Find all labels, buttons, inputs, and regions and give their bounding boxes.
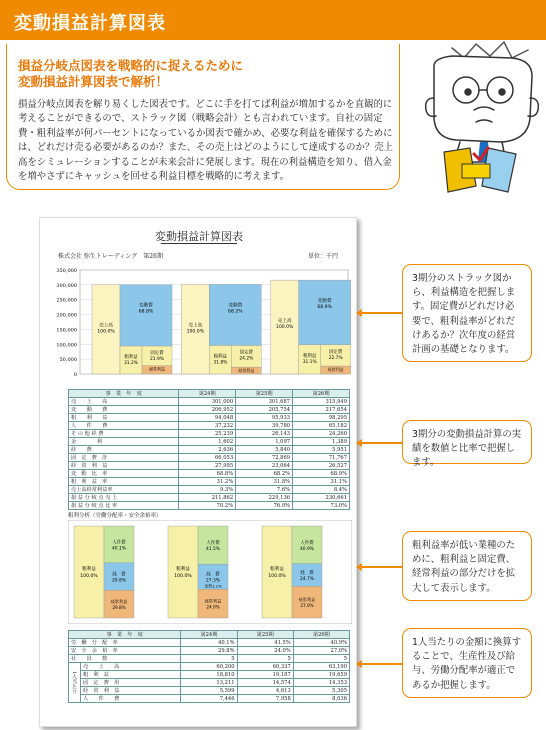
callout-results: 3期分の変動損益計算の実績を数値と比率で把握します。 bbox=[402, 420, 532, 464]
gross-bar bbox=[262, 526, 292, 618]
intro-subhead bbox=[18, 58, 243, 90]
table-row bbox=[69, 679, 350, 687]
ordinary-pct-label: 27.0% bbox=[300, 603, 314, 609]
value-cell: 217,654 bbox=[293, 406, 350, 414]
row-label-cell: 粗 利 益 bbox=[69, 414, 179, 422]
table-row bbox=[69, 639, 350, 647]
value-cell: 301,000 bbox=[179, 398, 236, 406]
mascot-illustration bbox=[404, 36, 544, 201]
variable-pct-label: 68.8% bbox=[138, 309, 154, 315]
gross-bar bbox=[168, 526, 198, 618]
expense-pct-label: 29.8% bbox=[112, 578, 126, 584]
row-label-cell: 固 定 費 用 bbox=[81, 679, 181, 687]
sales-pct-label: 100.0% bbox=[97, 329, 115, 335]
value-cell: 7,446 bbox=[181, 695, 237, 703]
variable-bar bbox=[120, 285, 172, 346]
value-cell: 23,064 bbox=[236, 462, 293, 470]
sales-label: 売上高 bbox=[188, 323, 203, 329]
personnel-pct-label: 41.5% bbox=[206, 547, 220, 553]
table-row bbox=[69, 647, 350, 655]
table-row bbox=[69, 446, 350, 454]
personnel-pct-label: 40.1% bbox=[112, 546, 126, 552]
y-tick-label: 300,000 bbox=[56, 282, 77, 289]
gross-pct-label: 100.0% bbox=[268, 574, 286, 579]
row-label-cell: 粗 利 益 bbox=[81, 671, 181, 679]
row-label-cell: 粗 利 益 率 bbox=[69, 478, 179, 486]
value-cell: 29.8% bbox=[181, 647, 237, 655]
sales-label: 売上高 bbox=[277, 319, 292, 325]
table-row bbox=[69, 695, 350, 703]
table-header-cell: 第25期 bbox=[237, 631, 293, 639]
ordinary-label: 経常利益 bbox=[204, 598, 222, 604]
gross-label: 粗利益 bbox=[124, 355, 138, 361]
fixed-pct-label: 22.7% bbox=[328, 355, 343, 361]
ordinary-label: 経常利益 bbox=[149, 366, 165, 372]
strack-chart bbox=[44, 264, 354, 382]
value-cell: 60,200 bbox=[181, 663, 237, 671]
value-cell: 25,239 bbox=[179, 430, 236, 438]
value-cell: 37,232 bbox=[179, 422, 236, 430]
variable-label: 変動費 bbox=[139, 303, 153, 309]
sales-pct-label: 100.0% bbox=[275, 325, 294, 331]
value-cell: 73.0% bbox=[293, 502, 350, 510]
y-tick-label: 250,000 bbox=[56, 297, 77, 304]
gross-analysis-chart bbox=[68, 520, 352, 624]
value-cell: 60,337 bbox=[237, 663, 293, 671]
row-label-cell: 変 動 費 bbox=[69, 406, 179, 414]
value-cell: 19,187 bbox=[237, 671, 293, 679]
table-header-cell: 事 業 年 度 bbox=[69, 631, 181, 639]
row-label-cell: 経 費 bbox=[69, 446, 179, 454]
table-row bbox=[69, 398, 350, 406]
callout-results-arrow bbox=[362, 442, 402, 444]
expense-label: 経 費 bbox=[206, 572, 220, 578]
table-row bbox=[69, 671, 350, 679]
value-cell: 5,305 bbox=[293, 687, 349, 695]
row-label-cell: 人 件 費 bbox=[81, 695, 181, 703]
gross-label: 粗利益 bbox=[176, 567, 190, 572]
intro-body: 損益分岐点図表を解り易くした図表です。どこに手を打てば利益が増加するかを直観的に考えることができるので、ストラック図（戦略会計）とも言われています。自社の固定費・粗利益率が何パーセントになっているか図表で確かめ、必要な利益を確保するためには、どれだけ売る必要があるのか？また、その売上はどのようにして達成するのか？売上高をシミュレーションすることが未来会計に発展します。現在の利益構造を知り、借入金を増やさずにキャッシュを回せる利益目標を戦略的に考えます。 bbox=[18, 99, 394, 183]
value-cell: 206,952 bbox=[179, 406, 236, 414]
value-cell: 5,840 bbox=[236, 446, 293, 454]
table-row bbox=[69, 478, 350, 486]
fixed-label: 固定費 bbox=[150, 351, 164, 357]
table-header-row bbox=[69, 631, 350, 639]
y-tick-label: 150,000 bbox=[56, 327, 77, 334]
variable-label: 変動費 bbox=[228, 303, 243, 309]
personnel-pct-label: 40.9% bbox=[300, 546, 314, 552]
table-row bbox=[69, 414, 350, 422]
value-cell: 14,574 bbox=[237, 679, 293, 687]
value-cell: 40.1% bbox=[181, 639, 237, 647]
ordinary-pct-label: 29.8% bbox=[112, 605, 126, 611]
value-cell: 27.0% bbox=[293, 647, 349, 655]
report-title-underline bbox=[161, 243, 237, 244]
value-cell: 31.2% bbox=[179, 478, 236, 486]
fixed-pct-label: 24.2% bbox=[239, 356, 254, 362]
callout-per-person-arrow bbox=[362, 663, 402, 665]
value-cell: 1,097 bbox=[236, 438, 293, 446]
intro-subhead-line2: 変動損益計算図表で解析！ bbox=[18, 74, 169, 89]
variable-label: 変動費 bbox=[317, 299, 332, 305]
gross-pct-label: 31.2% bbox=[124, 361, 138, 367]
table-row bbox=[69, 462, 350, 470]
row-label-cell: 売 上 高 bbox=[81, 663, 181, 671]
y-tick-label: 200,000 bbox=[56, 312, 77, 319]
table-header-cell: 第25期 bbox=[236, 390, 293, 398]
value-cell: 315,949 bbox=[293, 398, 350, 406]
value-cell: 95,933 bbox=[236, 414, 293, 422]
value-cell: 9.3% bbox=[179, 486, 236, 494]
value-cell: 26,527 bbox=[293, 462, 350, 470]
interest-label: 金利1.1% bbox=[204, 583, 222, 589]
value-cell: 39,780 bbox=[236, 422, 293, 430]
row-label-cell: 売 上 高 bbox=[69, 398, 179, 406]
callout-strack: 3期分のストラック図から、利益構造を把握します。固定費がどれだけ必要で、粗利益率がどれだけあるか？次年度の経営計画の基礎となります。 bbox=[402, 264, 532, 362]
callout-gross: 粗利益率が低い業種のために、粗利益と固定費、経常利益の部分だけを拡大して表示します。 bbox=[402, 531, 532, 601]
value-cell: 26,143 bbox=[236, 430, 293, 438]
variable-bar bbox=[299, 280, 351, 345]
gross-analysis-label: 粗利分析（労働分配率・安全余裕率） bbox=[68, 513, 162, 519]
gross-bar bbox=[74, 526, 104, 618]
report-sheet bbox=[39, 217, 357, 727]
gross-pct-label: 31.8% bbox=[213, 360, 228, 366]
ordinary-label: 経常利益 bbox=[327, 367, 344, 373]
callout-gross-arrowhead bbox=[356, 563, 362, 571]
table-header-cell: 第24期 bbox=[179, 390, 236, 398]
value-cell: 31.8% bbox=[236, 478, 293, 486]
gross-label: 粗利益 bbox=[270, 567, 284, 572]
y-tick-label: 100,000 bbox=[56, 342, 77, 349]
value-cell: 71,767 bbox=[293, 454, 350, 462]
value-cell: 7.6% bbox=[236, 486, 293, 494]
value-cell: 24.0% bbox=[237, 647, 293, 655]
table-row bbox=[69, 422, 350, 430]
ordinary-label: 経常利益 bbox=[238, 368, 255, 374]
value-cell: 230,661 bbox=[293, 494, 350, 502]
value-cell: 4,613 bbox=[237, 687, 293, 695]
ordinary-pct-label: 24.0% bbox=[206, 604, 220, 610]
value-cell: 76.0% bbox=[236, 502, 293, 510]
value-cell: 5 bbox=[293, 655, 349, 663]
value-cell: 94,048 bbox=[179, 414, 236, 422]
table-row bbox=[69, 494, 350, 502]
report-title: 変動損益計算図表 bbox=[155, 230, 243, 243]
variable-pct-label: 68.2% bbox=[228, 309, 243, 315]
profit-table bbox=[68, 389, 350, 510]
report-unit: 単位：千円 bbox=[308, 253, 339, 260]
ordinary-label: 経常利益 bbox=[298, 597, 316, 603]
variable-pct-label: 68.9% bbox=[317, 305, 332, 311]
row-label-cell: 損 益 分 岐 点 売 上 bbox=[69, 494, 179, 502]
ordinary-label: 経常利益 bbox=[110, 599, 128, 605]
value-cell: 41.5% bbox=[237, 639, 293, 647]
table-row bbox=[69, 655, 350, 663]
expense-label: 経 費 bbox=[112, 572, 126, 578]
table-row bbox=[69, 430, 350, 438]
row-label-cell: 安 全 余 裕 率 bbox=[69, 647, 181, 655]
row-label-cell: 社 員 数 bbox=[69, 655, 181, 663]
table-row bbox=[69, 502, 350, 510]
personnel-label: 人件費 bbox=[206, 541, 220, 547]
fixed-label: 固定費 bbox=[329, 349, 343, 355]
table-row bbox=[69, 470, 350, 478]
expense-pct-label: 27.3% bbox=[206, 578, 220, 584]
table-header-cell: 事 業 年 度 bbox=[69, 390, 179, 398]
report-company: 株式会社 弥生トレーディング 第26期 bbox=[58, 253, 163, 260]
value-cell: 14,353 bbox=[293, 679, 349, 687]
table-row bbox=[69, 687, 350, 695]
fixed-label: 固定費 bbox=[239, 350, 253, 356]
value-cell: 229,136 bbox=[236, 494, 293, 502]
value-cell: 65,182 bbox=[293, 422, 350, 430]
page-title: 変動損益計算図表 bbox=[14, 13, 166, 34]
value-cell: 27,995 bbox=[179, 462, 236, 470]
value-cell: 1,602 bbox=[179, 438, 236, 446]
value-cell: 5,951 bbox=[293, 446, 350, 454]
gross-label: 粗利益 bbox=[213, 354, 227, 360]
value-cell: 5 bbox=[181, 655, 237, 663]
table-header-cell: 第26期 bbox=[293, 631, 349, 639]
value-cell: 72,869 bbox=[236, 454, 293, 462]
table-header-row bbox=[69, 390, 350, 398]
callout-gross-arrow bbox=[362, 566, 402, 568]
row-label-cell: そ の 他 経 費 bbox=[69, 430, 179, 438]
value-cell: 8,036 bbox=[293, 695, 349, 703]
gross-pct-label: 31.1% bbox=[302, 359, 317, 365]
sales-pct-label: 100.0% bbox=[186, 329, 205, 335]
y-tick-label: 0 bbox=[73, 372, 77, 378]
row-label-cell: 経 常 利 益 bbox=[69, 462, 179, 470]
table-row bbox=[69, 454, 350, 462]
value-cell: 2,636 bbox=[179, 446, 236, 454]
per-person-table bbox=[68, 630, 350, 703]
gross-pct-label: 100.0% bbox=[80, 574, 98, 579]
gross-label: 粗利益 bbox=[82, 567, 96, 572]
y-tick-label: 50,000 bbox=[59, 357, 77, 364]
value-cell: 18,810 bbox=[181, 671, 237, 679]
value-cell: 68.2% bbox=[236, 470, 293, 478]
value-cell: 211,862 bbox=[179, 494, 236, 502]
value-cell: 68.9% bbox=[293, 470, 350, 478]
table-row bbox=[69, 438, 350, 446]
table-row bbox=[69, 406, 350, 414]
value-cell: 19,659 bbox=[293, 671, 349, 679]
value-cell: 24,260 bbox=[293, 430, 350, 438]
per-person-side-label: 1人当たり bbox=[69, 663, 81, 703]
callout-per-person-arrowhead bbox=[356, 660, 362, 668]
y-tick-label: 350,000 bbox=[56, 268, 77, 274]
variable-bar bbox=[209, 284, 261, 345]
gross-pct-label: 100.0% bbox=[174, 574, 192, 579]
callout-per-person: 1人当たりの金額に換算することで、生産性及び給与、労働分配率が適正であるか把握します。 bbox=[402, 628, 532, 698]
value-cell: 40.9% bbox=[293, 639, 349, 647]
fixed-pct-label: 21.9% bbox=[150, 357, 164, 363]
personnel-label: 人件費 bbox=[300, 540, 314, 546]
value-cell: 31.1% bbox=[293, 478, 350, 486]
value-cell: 205,754 bbox=[236, 406, 293, 414]
sales-label: 売上高 bbox=[99, 323, 113, 329]
callout-results-arrowhead bbox=[356, 439, 362, 447]
value-cell: 1,389 bbox=[293, 438, 350, 446]
row-label-cell: 金 利 bbox=[69, 438, 179, 446]
callout-strack-arrow bbox=[362, 312, 402, 314]
row-label-cell: 固 定 費 計 bbox=[69, 454, 179, 462]
row-label-cell: 売上高経常利益率 bbox=[69, 486, 179, 494]
value-cell: 70.2% bbox=[179, 502, 236, 510]
expense-pct-label: 24.7% bbox=[300, 576, 314, 582]
value-cell: 5 bbox=[237, 655, 293, 663]
table-row bbox=[69, 663, 350, 671]
row-label-cell: 変 動 比 率 bbox=[69, 470, 179, 478]
callout-strack-arrowhead bbox=[356, 309, 362, 317]
row-label-cell: 労 働 分 配 率 bbox=[69, 639, 181, 647]
value-cell: 63,190 bbox=[293, 663, 349, 671]
table-header-cell: 第24期 bbox=[181, 631, 237, 639]
expense-label: 経 費 bbox=[300, 570, 314, 576]
row-label-cell: 経 常 利 益 bbox=[81, 687, 181, 695]
value-cell: 98,295 bbox=[293, 414, 350, 422]
row-label-cell: 損 益 分 岐 点 比 率 bbox=[69, 502, 179, 510]
value-cell: 8.4% bbox=[293, 486, 350, 494]
value-cell: 68.8% bbox=[179, 470, 236, 478]
personnel-label: 人件費 bbox=[112, 540, 126, 546]
value-cell: 301,687 bbox=[236, 398, 293, 406]
row-label-cell: 人 件 費 bbox=[69, 422, 179, 430]
value-cell: 5,599 bbox=[181, 687, 237, 695]
value-cell: 13,211 bbox=[181, 679, 237, 687]
gross-label: 粗利益 bbox=[303, 353, 317, 359]
table-row bbox=[69, 486, 350, 494]
intro-subhead-line1: 損益分岐点図表を戦略的に捉えるために bbox=[18, 58, 244, 73]
table-header-cell: 第26期 bbox=[293, 390, 350, 398]
value-cell: 7,958 bbox=[237, 695, 293, 703]
value-cell: 66,053 bbox=[179, 454, 236, 462]
